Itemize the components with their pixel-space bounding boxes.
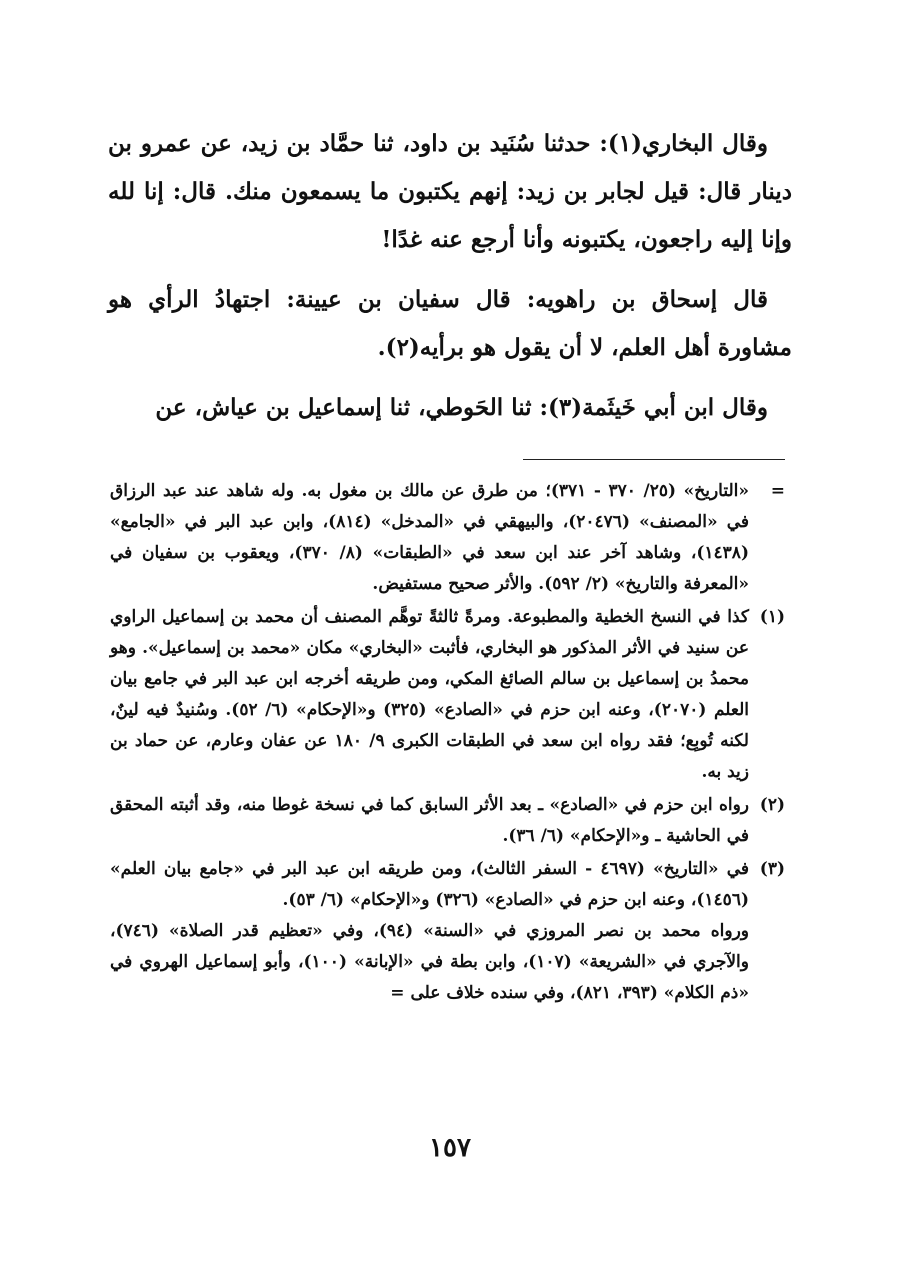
footnote-separator (523, 459, 785, 460)
footnote-marker: (١) (759, 607, 785, 627)
main-text (108, 120, 792, 444)
footnote-continuation (110, 476, 785, 600)
footnote-text: «التاريخ» (٢٥/ ٣٧٠ - ٣٧١)؛ من طرق عن مالك بن مغول به. وله شاهد عند عبد الرزاق في «المصنف» (٢٠٤٧٦)، والبيهقي في «المدخل» (٨١٤)، وابن عبد البر في «الجامع» (١٤٣٨)، وشاهد آخر عند ابن سعد في «الطبقات» (٨/ ٣٧٠)، ويعقوب بن سفيان في «المعرفة والتاريخ» (٢/ ٥٩٢). والأثر صحيح مستفيض. (110, 481, 749, 594)
footnote-text: ورواه محمد بن نصر المروزي في «السنة» (٩٤)، وفي «تعظيم قدر الصلاة» (٧٤٦)، والآجري في «الشريعة» (١٠٧)، وابن بطة في «الإبانة» (١٠٠)، وأبو إسماعيل الهروي في «ذم الكلام» (٣٩٣، ٨٢١)، وفي سنده خلاف على = (110, 921, 749, 1003)
footnote-body (110, 854, 749, 1009)
main-paragraph: وقال البخاري(١): حدثنا سُنَيد بن داود، ثنا حمَّاد بن زيد، عن عمرو بن دينار قال: قيل لجابر بن زيد: إنهم يكتبون ما يسمعون منك. قال: إنا لله وإنا إليه راجعون، يكتبونه وأنا أرجع عنه غدًا! (108, 130, 792, 253)
footnotes (110, 476, 785, 1009)
footnote-2 (110, 790, 785, 852)
footnote-marker: (٣) (759, 859, 785, 879)
footnote-1 (110, 602, 785, 788)
footnote-3 (110, 854, 785, 1009)
main-paragraph: وقال ابن أبي خَيثَمة(٣): ثنا الحَوطي، ثنا إسماعيل بن عياش، عن (155, 394, 768, 421)
footnote-body (110, 602, 749, 788)
footnote-text: رواه ابن حزم في «الصادع» ـ بعد الأثر السابق كما في نسخة غوطا منه، وقد أثبته المحقق في الحاشية ـ و«الإحكام» (٦/ ٣٦). (110, 795, 749, 846)
footnote-body (110, 476, 749, 600)
footnote-body (110, 790, 749, 852)
page-number: ١٥٧ (429, 1133, 471, 1163)
footnote-marker: = (770, 481, 785, 501)
footnote-text: كذا في النسخ الخطية والمطبوعة. ومرةً ثالثةً توهَّم المصنف أن محمد بن إسماعيل الراوي عن سنيد في الأثر المذكور هو البخاري، فأثبت «البخاري» مكان «محمد بن إسماعيل». وهو محمدُ بن إسماعيل بن سالم الصائغ المكي، ومن طريقه أخرجه ابن عبد البر في جامع بيان العلم (٢٠٧٠)، وعنه ابن حزم في «الصادع» (٣٢٥) و«الإحكام» (٦/ ٥٢). وسُنيدٌ فيه لينٌ، لكنه تُوبِع؛ فقد رواه ابن سعد في الطبقات الكبرى ٩/ ١٨٠ عن عفان وعارم، عن حماد بن زيد به. (110, 607, 750, 782)
main-paragraph: قال إسحاق بن راهويه: قال سفيان بن عيينة: اجتهادُ الرأي هو مشاورة أهل العلم، لا أن يقول هو برأيه(٢). (108, 286, 792, 361)
footnote-marker: (٢) (759, 795, 785, 815)
footnote-text: في «التاريخ» (٤٦٩٧ - السفر الثالث)، ومن طريقه ابن عبد البر في «جامع بيان العلم» (١٤٥٦)، وعنه ابن حزم في «الصادع» (٣٢٦) و«الإحكام» (٦/ ٥٣). (110, 859, 749, 910)
